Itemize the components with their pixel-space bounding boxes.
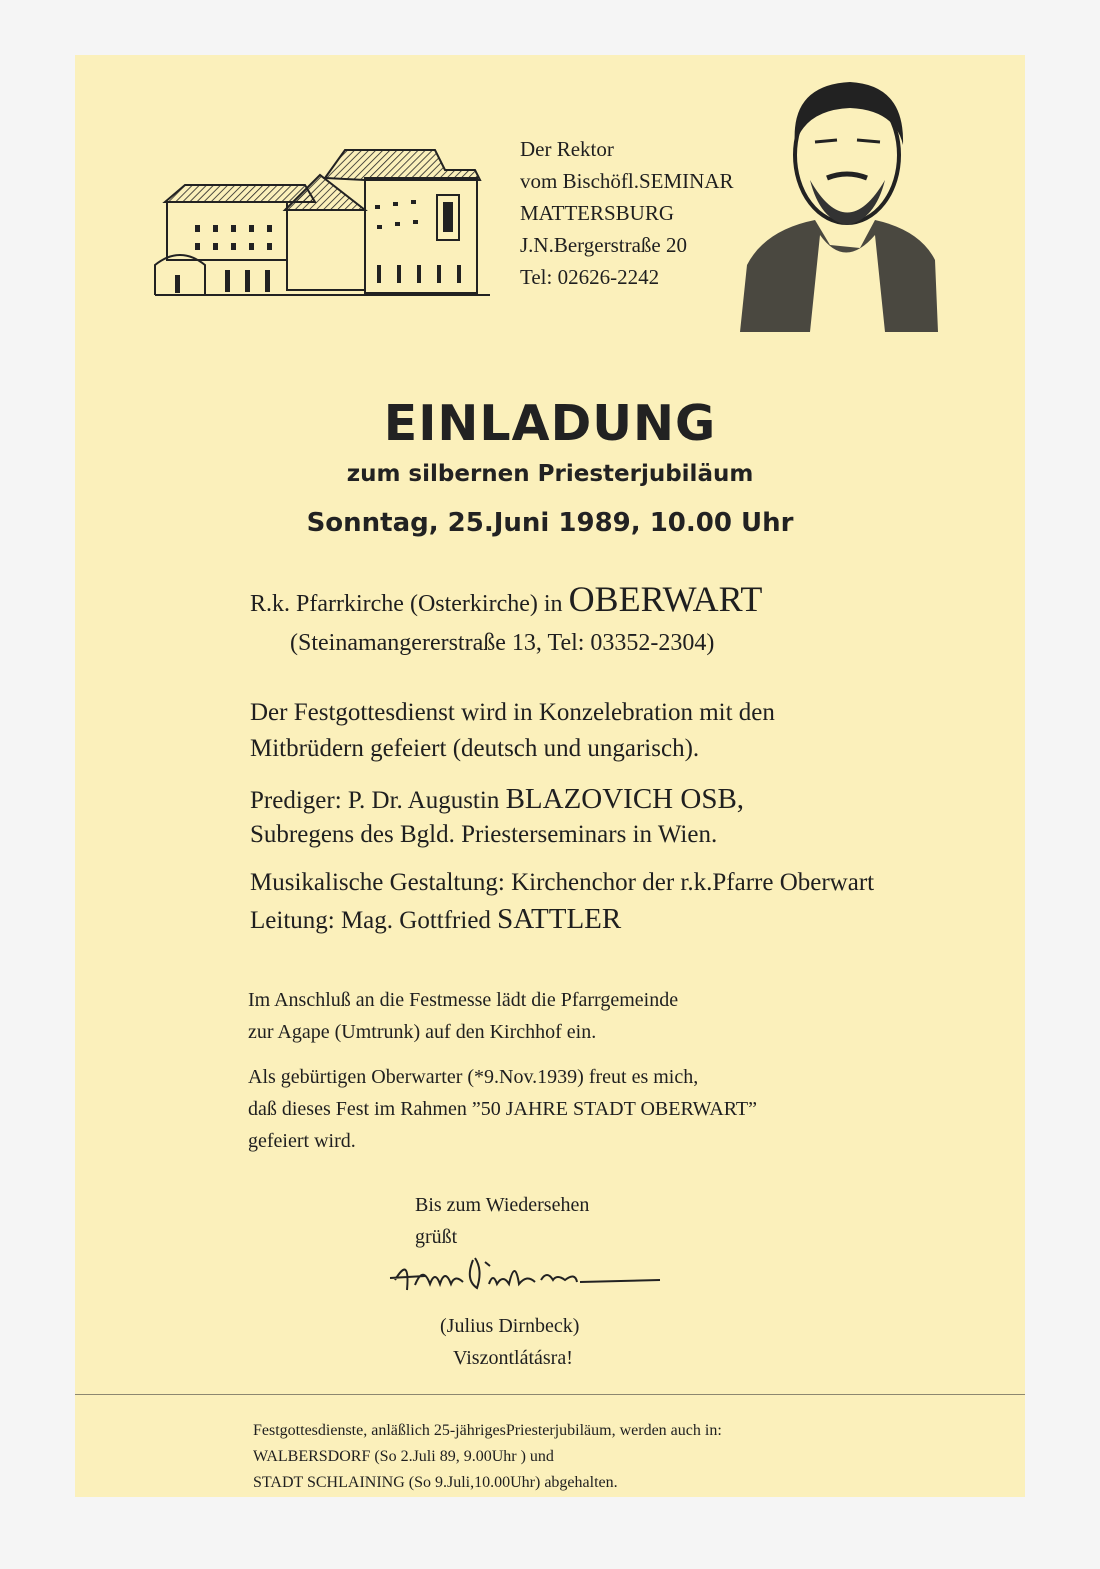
- farewell-hungarian: Viszontlátásra!: [453, 1347, 573, 1369]
- invitation-title: EINLADUNG: [383, 395, 717, 452]
- rector-title: Der Rektor: [520, 137, 614, 161]
- rector-portrait-icon: [735, 70, 940, 335]
- footer-line-2: WALBERSDORF (So 2.Juli 89, 9.00Uhr ) und: [253, 1448, 554, 1465]
- city-name: OBERWART: [568, 579, 763, 619]
- seminary-building-icon: [145, 140, 495, 305]
- signature-icon: [385, 1250, 670, 1300]
- seminar-city: MATTERSBURG: [520, 201, 675, 225]
- service-line-2: Mitbrüdern gefeiert (deutsch und ungarisch).: [250, 735, 700, 762]
- event-datetime: Sonntag, 25.Juni 1989, 10.00 Uhr: [306, 508, 794, 538]
- personal-line-3: gefeiert wird.: [248, 1130, 356, 1152]
- seminar-phone: Tel: 02626-2242: [520, 265, 660, 289]
- preacher-line: [250, 781, 744, 819]
- closing-line-2: grüßt: [415, 1226, 458, 1248]
- preacher-name: BLAZOVICH OSB,: [505, 783, 745, 815]
- agape-line-1: Im Anschluß an die Festmesse lädt die Pfarrgemeinde: [248, 989, 679, 1011]
- closing-line-1: Bis zum Wiedersehen: [415, 1194, 590, 1216]
- footer-line-1: Festgottesdienste, anläßlich 25-jährigesPriesterjubiläum, werden auch in:: [253, 1422, 722, 1439]
- church-name: R.k. Pfarrkirche (Osterkirche) in: [250, 591, 563, 617]
- seminar-street: J.N.Bergerstraße 20: [520, 233, 687, 257]
- preacher-role: Subregens des Bgld. Priesterseminars in Wien.: [250, 821, 718, 848]
- agape-line-2: zur Agape (Umtrunk) auf den Kirchhof ein.: [248, 1021, 597, 1043]
- director-line: [250, 901, 621, 939]
- signatory-name: (Julius Dirnbeck): [440, 1315, 580, 1337]
- preacher-prefix: Prediger: P. Dr. Augustin: [250, 787, 506, 814]
- director-name: SATTLER: [497, 903, 622, 935]
- service-line-1: Der Festgottesdienst wird in Konzelebration mit den: [250, 699, 775, 726]
- seminar-name: vom Bischöfl.SEMINAR: [520, 169, 734, 193]
- personal-line-1: Als gebürtigen Oberwarter (*9.Nov.1939) freut es mich,: [248, 1066, 699, 1088]
- music-line: Musikalische Gestaltung: Kirchenchor der r.k.Pfarre Oberwart: [250, 869, 875, 896]
- director-prefix: Leitung: Mag. Gottfried: [250, 907, 498, 934]
- personal-line-2: daß dieses Fest im Rahmen ”50 JAHRE STADT OBERWART”: [248, 1098, 758, 1120]
- letterhead-address: [520, 133, 734, 293]
- footer-divider: [75, 1394, 1025, 1395]
- church-address: (Steinamangererstraße 13, Tel: 03352-2304): [290, 630, 715, 656]
- invitation-subtitle: zum silbernen Priesterjubiläum: [346, 461, 754, 487]
- footer-line-3: STADT SCHLAINING (So 9.Juli,10.00Uhr) abgehalten.: [253, 1474, 618, 1491]
- church-line: [250, 581, 762, 622]
